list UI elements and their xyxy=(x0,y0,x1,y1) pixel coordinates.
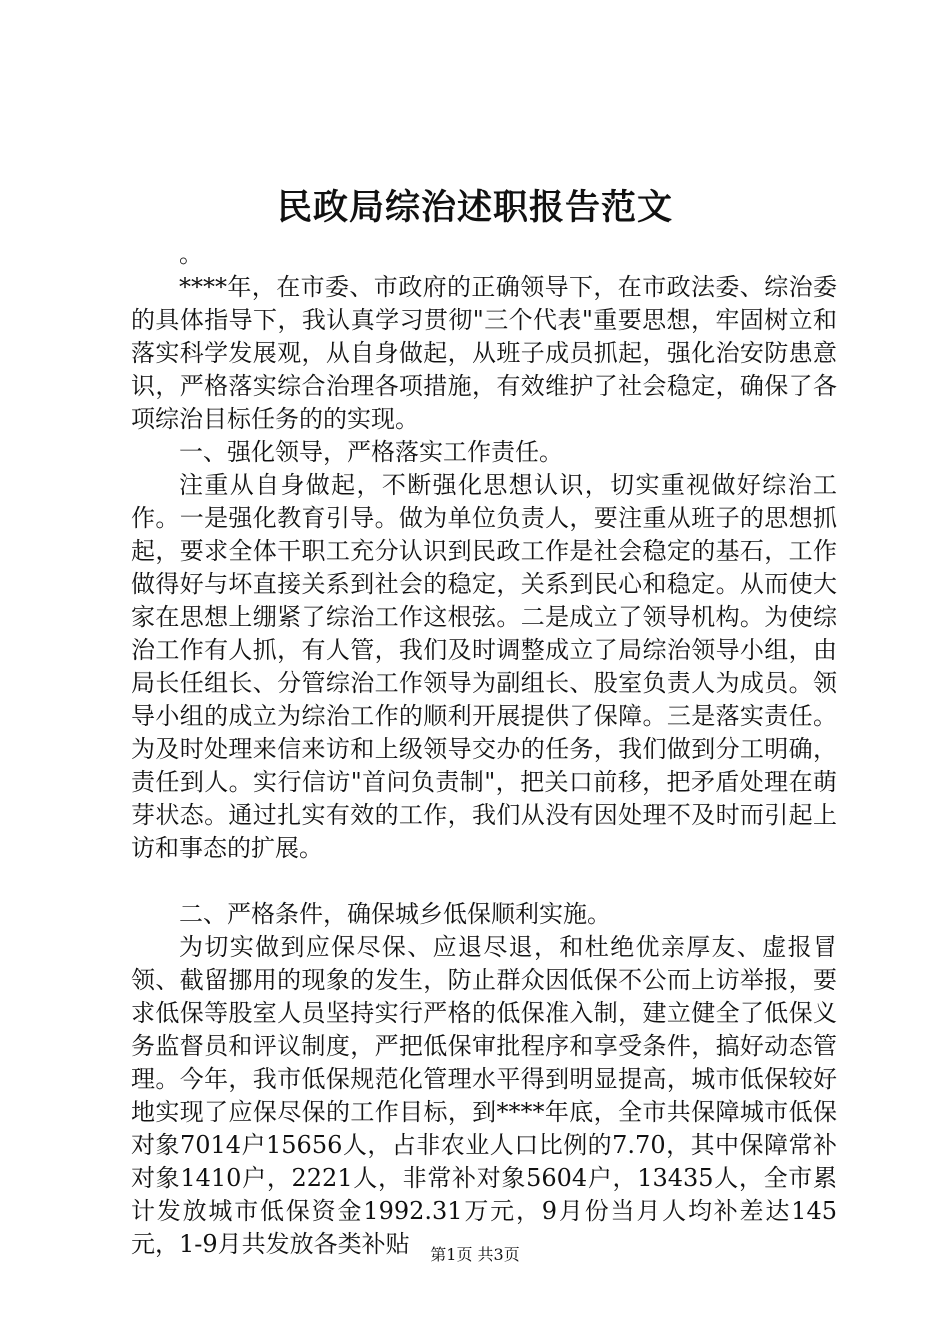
blank-line xyxy=(131,865,837,898)
paragraph-fragment: 。 xyxy=(179,240,203,268)
page-title: 民政局综治述职报告范文 xyxy=(276,187,673,228)
paragraph-section-2: 为切实做到应保尽保、应退尽退，和杜绝优亲厚友、虚报冒领、截留挪用的现象的发生，防止群众因低保不公而上访举报，要求低保等股室人员坚持实行严格的低保准入制，建立健全了低保义务监督员和评议制度，严把低保审批程序和享受条件，搞好动态管理。今年，我市低保规范化管理水平得到明显提高，城市低保较好地实现了应保尽保的工作目标，到****年底，全市共保障城市低保对象7014户15656人，占非农业人口比例的7.70，其中保障常补对象1410户，2221人，非常补对象5604户，13435人，全市累计发放城市低保资金1992.31万元，9月份当月人均补差达145元，1-9月共发放各类补贴 xyxy=(131,933,837,1258)
section-heading-2: 二、严格条件，确保城乡低保顺利实施。 xyxy=(179,900,611,928)
paragraph-intro: ****年，在市委、市政府的正确领导下，在市政法委、综治委的具体指导下，我认真学习贯彻"三个代表"重要思想，牢固树立和落实科学发展观，从自身做起，从班子成员抓起，强化治安防患意识，严格落实综合治理各项措施，有效维护了社会稳定，确保了各项综治目标任务的的实现。 xyxy=(131,273,837,433)
section-heading-1: 一、强化领导，严格落实工作责任。 xyxy=(179,438,563,466)
document-body xyxy=(131,238,837,1261)
paragraph-section-1: 注重从自身做起，不断强化思想认识，切实重视做好综治工作。一是强化教育引导。做为单位负责人，要注重从班子的思想抓起，要求全体干职工充分认识到民政工作是社会稳定的基石，工作做得好与坏直接关系到社会的稳定，关系到民心和稳定。从而使大家在思想上绷紧了综治工作这根弦。二是成立了领导机构。为使综治工作有人抓，有人管，我们及时调整成立了局综治领导小组，由局长任组长、分管综治工作领导为副组长、股室负责人为成员。领导小组的成立为综治工作的顺利开展提供了保障。三是落实责任。为及时处理来信来访和上级领导交办的任务，我们做到分工明确，责任到人。实行信访"首问负责制"，把关口前移，把矛盾处理在萌芽状态。通过扎实有效的工作，我们从没有因处理不及时而引起上访和事态的扩展。 xyxy=(131,471,837,862)
page-footer: 第1页 共3页 xyxy=(430,1245,520,1264)
